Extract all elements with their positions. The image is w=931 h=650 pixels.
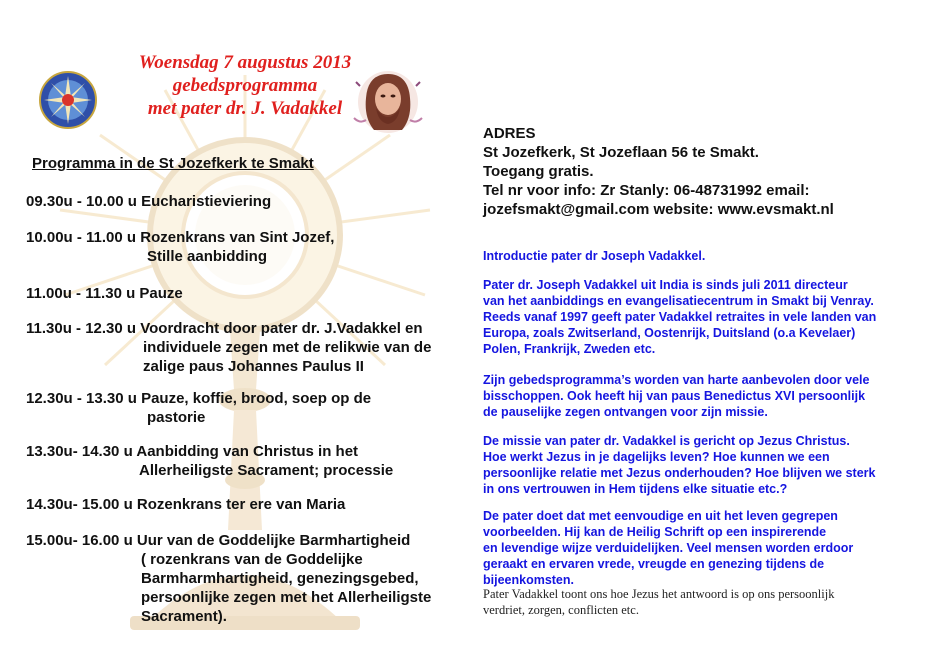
- program-desc: Barmharmhartigheid, genezingsgebed,: [141, 570, 419, 587]
- program-desc: Rozenkrans van Sint Jozef,: [140, 229, 335, 246]
- program-item: [26, 531, 432, 625]
- program-item: [26, 442, 394, 479]
- program-desc: zalige paus Johannes Paulus II: [143, 358, 364, 375]
- program-item: [26, 319, 432, 375]
- event-speaker: met pater dr. J. Vadakkel: [147, 98, 343, 119]
- closing-line: verdriet, zorgen, conflicten etc.: [483, 603, 639, 617]
- intro-paragraph: [483, 508, 853, 588]
- intro-line: Europa, zoals Zwitserland, Oostenrijk, Duitsland (o.a Kevelaer): [483, 326, 856, 340]
- program-desc: Aanbidding van Christus in het: [136, 443, 359, 460]
- intro-paragraph: [483, 372, 869, 420]
- program-desc: Pauze: [139, 285, 183, 302]
- program-desc: Rozenkrans ter ere van Maria: [136, 496, 346, 513]
- address-heading: ADRES: [483, 125, 536, 142]
- intro-line: en levendige wijze verduidelijken. Veel mensen worden erdoor: [483, 541, 854, 555]
- program-item: [26, 284, 183, 303]
- address-line: St Jozefkerk, St Jozeflaan 56 te Smakt.: [483, 144, 759, 161]
- mercy-logo-icon: [38, 70, 98, 130]
- intro-line: geraakt en ervaren vrede, vreugde en genezing tijdens de: [483, 557, 825, 571]
- program-time: 09.30u - 10.00 u: [26, 193, 137, 210]
- intro-line: persoonlijke relatie met Jezus onderhouden? Hoe blijven we sterk: [483, 466, 876, 480]
- intro-line: Pater dr. Joseph Vadakkel uit India is sinds juli 2011 directeur: [483, 278, 848, 292]
- event-date: Woensdag 7 augustus 2013: [138, 52, 352, 73]
- program-time: 14.30u- 15.00 u: [26, 496, 133, 513]
- intro-line: bijeenkomsten.: [483, 573, 574, 587]
- closing-line: Pater Vadakkel toont ons hoe Jezus het antwoord is op ons persoonlijk: [483, 587, 835, 601]
- program-desc: Stille aanbidding: [147, 248, 268, 265]
- program-desc: individuele zegen met de relikwie van de: [143, 339, 432, 356]
- address-block: [483, 124, 834, 219]
- program-time: 11.00u - 11.30 u: [26, 285, 136, 302]
- intro-line: Polen, Frankrijk, Zweden etc.: [483, 342, 656, 356]
- intro-title: Introductie pater dr Joseph Vadakkel.: [483, 249, 706, 263]
- address-line: jozefsmakt@gmail.com website: www.evsmakt.nl: [483, 201, 834, 218]
- program-desc: ( rozenkrans van de Goddelijke: [141, 551, 363, 568]
- program-item: [26, 495, 345, 514]
- intro-line: in ons vertrouwen in Hem tijdens elke situatie etc.?: [483, 482, 788, 496]
- program-time: 13.30u- 14.30 u: [26, 443, 133, 460]
- program-desc: Sacrament).: [141, 608, 227, 625]
- program-desc: Pauze, koffie, brood, soep op de: [141, 390, 372, 407]
- address-line: Toegang gratis.: [483, 163, 594, 180]
- intro-paragraph: [483, 433, 875, 497]
- program-time: 11.30u - 12.30 u: [26, 320, 137, 337]
- program-desc: persoonlijke zegen met het Allerheiligste: [141, 589, 432, 606]
- intro-line: de pauselijke zegen ontvangen voor zijn missie.: [483, 405, 768, 419]
- intro-line: De missie van pater dr. Vadakkel is gericht op Jezus Christus.: [483, 434, 850, 448]
- program-item: [26, 228, 335, 265]
- intro-line: voorbeelden. Hij kan de Heilig Schrift op een inspirerende: [483, 525, 827, 539]
- program-desc: Eucharistieviering: [141, 193, 272, 210]
- intro-line: De pater doet dat met eenvoudige en uit het leven gegrepen: [483, 509, 838, 523]
- program-item: [26, 192, 271, 211]
- intro-line: van het aanbiddings en evangelisatiecentrum in Smakt bij Venray.: [483, 294, 874, 308]
- program-desc: Allerheiligste Sacrament; processie: [139, 462, 394, 479]
- program-time: 12.30u - 13.30 u: [26, 390, 137, 407]
- program-time: 10.00u - 11.00 u: [26, 229, 137, 246]
- program-desc: Uur van de Goddelijke Barmhartigheid: [136, 532, 411, 549]
- intro-paragraph: [483, 277, 876, 357]
- intro-line: Reeds vanaf 1997 geeft pater Vadakkel retraites in vele landen van: [483, 310, 877, 324]
- intro-line: bisschoppen. Ook heeft hij van paus Benedictus XVI persoonlijk: [483, 389, 866, 403]
- program-item: [26, 389, 372, 426]
- program-desc: pastorie: [147, 409, 206, 426]
- program-time: 15.00u- 16.00 u: [26, 532, 133, 549]
- program-desc: Voordracht door pater dr. J.Vadakkel en: [140, 320, 423, 337]
- closing-text: [483, 586, 834, 618]
- address-line: Tel nr voor info: Zr Stanly: 06-48731992 email:: [483, 182, 810, 199]
- intro-line: Zijn gebedsprogramma’s worden van harte aanbevolen door vele: [483, 373, 870, 387]
- event-subtitle: gebedsprogramma: [172, 75, 318, 96]
- intro-line: Hoe werkt Jezus in je dagelijks leven? Hoe kunnen we een: [483, 450, 830, 464]
- program-heading: Programma in de St Jozefkerk te Smakt: [32, 155, 314, 172]
